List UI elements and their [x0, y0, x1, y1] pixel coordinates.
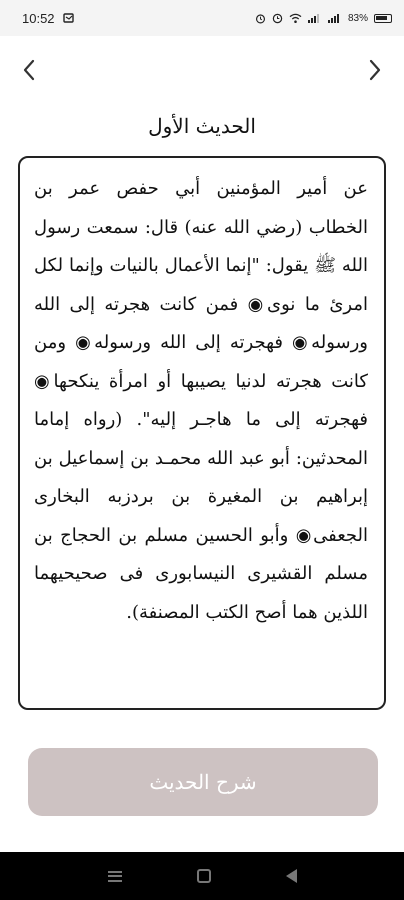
- next-hadith-button[interactable]: [360, 52, 390, 88]
- explain-hadith-button[interactable]: شرح الحديث: [28, 748, 378, 816]
- system-nav-bar: [0, 852, 404, 900]
- home-icon[interactable]: [197, 869, 211, 883]
- chevron-right-icon: [368, 59, 382, 81]
- alarm-icon: [255, 13, 266, 24]
- hadith-card: [18, 156, 386, 710]
- recent-apps-icon[interactable]: [108, 871, 122, 882]
- status-time: 10:52: [22, 10, 55, 26]
- wifi-icon: [289, 13, 302, 24]
- page-title: الحديث الأول: [148, 114, 256, 138]
- status-bar: [0, 0, 404, 36]
- status-bar-right: [255, 13, 392, 24]
- hadith-text: عن أمير المؤمنين أبي حفص عمر بن الخطاب (رضي الله عنه) قال: سمعت رسول الله ﷺ يقول: "إنما الأعمال بالنيات وإنما لكل امرئ ما نوى◉ فمن كانت هجرته إلى الله ورسوله◉ فهجرته إلى الله ورسوله◉ ومن كانت هجرته لدنيا يصيبها أو امرأة ينكحها◉ فهجرته إلى ما هاجـر إليه". (رواه إماما المحدثين: أبو عبد الله محمـد بن إسماعيل بن إبراهيم بن المغيرة بن بردزبه البخارى الجعفى◉ وأبو الحسين مسلم بن الحجاج بن مسلم القشيرى النيسابورى فى صحيحيهما اللذين هما أصح الكتب المصنفة).: [34, 178, 368, 623]
- back-icon[interactable]: [286, 869, 297, 883]
- battery-percent: 83%: [347, 12, 368, 24]
- previous-hadith-button[interactable]: [14, 52, 44, 88]
- alarm-icon: [272, 13, 283, 24]
- signal-icon: [328, 13, 342, 23]
- status-bar-left: [22, 11, 75, 26]
- battery-icon: [374, 14, 392, 23]
- signal-icon: [308, 13, 322, 23]
- chevron-left-icon: [22, 59, 36, 81]
- notification-icon: [63, 12, 75, 24]
